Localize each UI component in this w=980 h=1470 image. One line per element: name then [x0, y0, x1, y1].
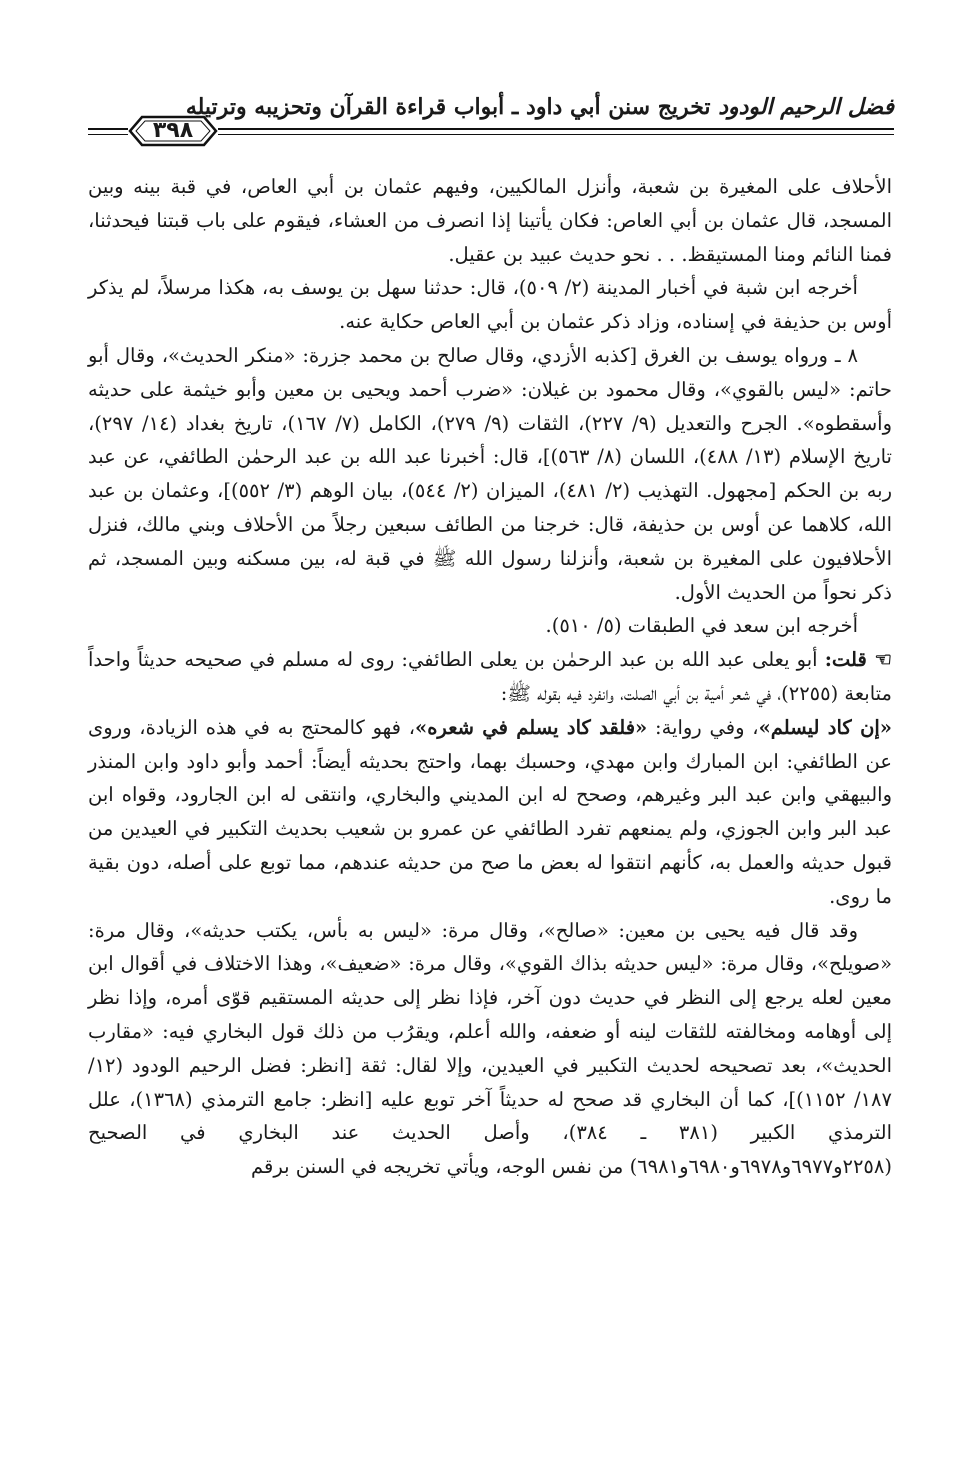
paragraph-5-text-b: ، وفي رواية: — [655, 715, 759, 739]
header-rule-right-thin — [218, 134, 894, 135]
section-title: تخريج سنن أبي داود ـ أبواب قراءة القرآن وتحزيبه وترتيله — [185, 94, 711, 120]
paragraph-6: وقد قال فيه يحيى بن معين: «صالح»، وقال مرة: «ليس به بأس، يكتب حديثه»، وقال مرة: «صويلح»، وقال مرة: «ليس حديثه بذاك القوي»، وقال مرة: «ضعيف»، وهذا الاختلاف في أقوال ابن معين لعله يرجع إلى النظر في حديث دون آخر، فإذا نظر إلى حديثه المستقيم قوّى أمره، وإذا نظر إلى أوهامه ومخالفته للثقات لينه أو ضعفه، والله أعلم، ويقرُب من ذلك قول البخاري فيه: «مقارب الحديث»، بعد تصحيحه لحديث التكبير في العيدين، وإلا لقال: ثقة [انظر: فضل الرحيم الودود (١٢/ ١٨٧/ ١١٥٢)]، كما أن البخاري قد صحح له حديثاً آخر توبع عليه [انظر: جامع الترمذي (١٣٦٨)، علل الترمذي الكبير (٣٨١ ـ ٣٨٤)، وأصل الحديث عند البخاري في الصحيح (٢٢٥٨و٦٩٧٧و٦٩٧٨و٦٩٨٠و٦٩٨١) من نفس الوجه، ويأتي تخريجه في السنن برقم — [88, 918, 892, 1179]
page-header — [88, 92, 894, 162]
paragraph-1: الأحلاف على المغيرة بن شعبة، وأنزل المالكيين، وفيهم عثمان بن أبي العاص، في قبة بينه وبين المسجد، قال عثمان بن أبي العاص: فكان يأتينا إذا انصرف من العشاء، فيقوم على باب قبتنا فيحدثنا، فمنا النائم ومنا المستيقظ. . . نحو حديث عبيد بن عقيل. — [88, 175, 892, 266]
paragraph-5-text-a: أبو يعلى عبد الله بن عبد الرحمٰن بن يعلى الطائفي: روى له مسلم في صحيحه حديثاً واحداً متابعة (٢٢٥٥)، في شعر أمية بن أبي الصلت، وانفرد فيه بقوله ﷺ: — [88, 648, 892, 705]
paragraph-5-text-c: ، فهو كالمحتج به في هذه الزيادة، وروى عن الطائفي: ابن المبارك وابن مهدي، وحسبك بهما، واحتج بحديثه أيضاً: أحمد وأبو داود وابن المنذر والبيهقي وابن عبد البر وغيرهم، وصحح له ابن المديني والبخاري، وانتقى له ابن الجارود، وقواه ابن عبد البر وابن الجوزي، ولم يمنعهم تفرد الطائفي عن عمرو بن شعيب بحديث التكبير في العيدين من قبول حديثه والعمل به، كأنهم انتقوا له بعض ما صح من حديثه عندهم، مما توبع على أصله، دون بقية ما روى. — [88, 715, 892, 908]
book-title: فضل الرحيم الودود — [718, 94, 894, 120]
hadith-quote-1: «إن كاد ليسلم» — [758, 715, 892, 739]
header-rule-left — [88, 128, 128, 130]
page-number: ٣٩٨ — [152, 118, 194, 143]
paragraph-2: أخرجه ابن شبة في أخبار المدينة (٢/ ٥٠٩)، قال: حدثنا سهل بن يوسف به، هكذا مرسلاً، لم يذكر أوس بن حذيفة في إسناده، وزاد ذكر عثمان بن أبي العاص حكاية عنه. — [88, 276, 892, 334]
paragraph-5 — [88, 643, 892, 913]
page-body — [88, 170, 892, 1184]
paragraph-3: ٨ ـ ورواه يوسف بن الغرق [كذبه الأزدي، وقال صالح بن محمد جزرة: «منكر الحديث»، وقال أبو حاتم: «ليس بالقوي»، وقال محمود بن غيلان: «ضرب أحمد ويحيى بن معين وأبو خيثمة على حديثه وأسقطوه». الجرح والتعديل (٩/ ٢٢٧)، الثقات (٩/ ٢٧٩)، الكامل (٧/ ١٦٧)، تاريخ بغداد (١٤/ ٢٩٧)، تاريخ الإسلام (١٣/ ٤٨٨)، اللسان (٨/ ٥٦٣)]، قال: أخبرنا عبد الله بن عبد الرحمٰن الطائفي، عن عبد ربه بن الحكم [مجهول. التهذيب (٢/ ٤٨١)، الميزان (٢/ ٥٤٤)، بيان الوهم (٣/ ٥٥٢)]، وعثمان بن عبد الله، كلاهما عن أوس بن حذيفة، قال: خرجنا من الطائف سبعين رجلاً من الأحلاف وبني مالك، فنزل الأحلافيون على المغيرة بن شعبة، وأنزلنا رسول الله ﷺ في قبة له، بين مسكنه وبين المسجد، ثم ذكر نحواً من الحديث الأول. — [88, 343, 893, 604]
header-rule-right — [218, 128, 894, 130]
header-rule-left-thin — [88, 134, 128, 135]
hadith-quote-2: «فلقد كاد يسلم في شعره» — [415, 715, 648, 739]
paragraph-4: أخرجه ابن سعد في الطبقات (٥/ ٥١٠). — [545, 614, 858, 638]
note-marker: ☜ قلت: — [824, 648, 893, 672]
running-title — [185, 92, 894, 122]
